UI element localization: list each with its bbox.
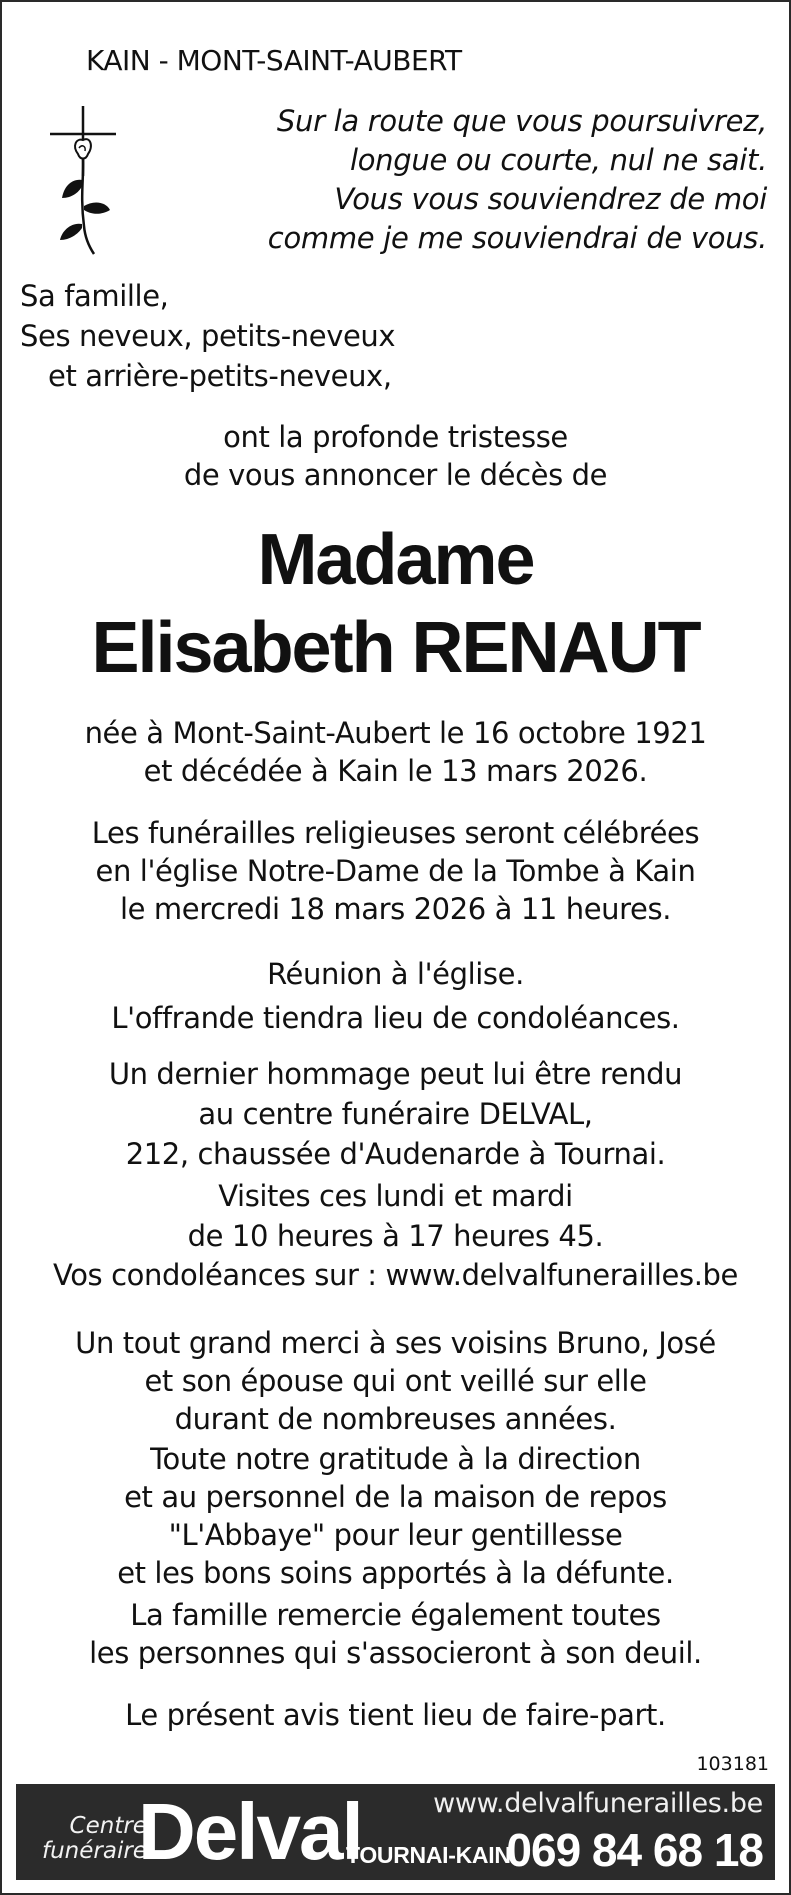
condolences-line: Vos condoléances sur : www.delvalfunerailles.be xyxy=(53,1258,738,1292)
announcement-intro xyxy=(2,418,789,494)
remerciement-line: les personnes qui s'associeront à son deuil. xyxy=(89,1636,702,1670)
funeral-home-banner xyxy=(16,1784,775,1880)
thanks-line: Un tout grand merci à ses voisins Bruno, José xyxy=(75,1326,716,1360)
family-line: Ses neveux, petits-neveux xyxy=(20,319,396,353)
poem-line: longue ou courte, nul ne sait. xyxy=(349,143,767,177)
family-line: et arrière-petits-neveux, xyxy=(48,359,392,393)
gratitude-line: et les bons soins apportés à la défunte. xyxy=(117,1556,674,1590)
thanks-line: durant de nombreuses années. xyxy=(174,1402,617,1436)
deceased-title: Madame xyxy=(257,520,534,600)
deceased-name xyxy=(2,516,789,692)
poem-line: Vous vous souviendrez de moi xyxy=(334,182,767,216)
poem-line: Sur la route que vous poursuivrez, xyxy=(276,104,767,138)
birth-line: et décédée à Kain le 13 mars 2026. xyxy=(143,754,648,788)
gratitude-line: Toute notre gratitude à la direction xyxy=(150,1442,641,1476)
cross-and-rose-icon xyxy=(50,106,116,256)
remerciement-line: La famille remercie également toutes xyxy=(130,1598,661,1632)
funeraire-line: funéraire xyxy=(42,1838,147,1864)
location-heading: KAIN - MONT-SAINT-AUBERT xyxy=(86,44,462,77)
tribute-line: au centre funéraire DELVAL, xyxy=(198,1097,593,1131)
gathering-line: L'offrande tiendra lieu de condoléances. xyxy=(111,1001,680,1035)
city-label: TOURNAI-KAIN xyxy=(346,1842,511,1868)
funeral-line: en l'église Notre-Dame de la Tombe à Kain xyxy=(95,854,696,888)
gathering-info xyxy=(2,952,789,1040)
intro-line: ont la profonde tristesse xyxy=(223,420,568,454)
funeral-details xyxy=(2,814,789,928)
phone-number[interactable]: 069 84 68 18 xyxy=(506,1824,763,1876)
family-thanks xyxy=(2,1596,789,1672)
birth-death-dates xyxy=(2,714,789,790)
brand-logo: Delval xyxy=(138,1787,362,1876)
funeral-line: Les funérailles religieuses seront célébrées xyxy=(91,816,700,850)
visiting-hours xyxy=(2,1176,789,1256)
deceased-fullname: Elisabeth RENAUT xyxy=(91,608,700,688)
intro-line: de vous annoncer le décès de xyxy=(183,458,608,492)
birth-line: née à Mont-Saint-Aubert le 16 octobre 1921 xyxy=(84,716,707,750)
visits-line: de 10 heures à 17 heures 45. xyxy=(187,1219,604,1253)
poem-line: comme je me souviendrai de vous. xyxy=(267,221,767,255)
tribute-line: 212, chaussée d'Audenarde à Tournai. xyxy=(125,1137,666,1171)
poem xyxy=(268,102,767,258)
tribute-info xyxy=(2,1054,789,1174)
closing-note: Le présent avis tient lieu de faire-part. xyxy=(125,1698,666,1732)
gratitude-line: et au personnel de la maison de repos xyxy=(124,1480,667,1514)
visits-line: Visites ces lundi et mardi xyxy=(218,1179,573,1213)
gathering-line: Réunion à l'église. xyxy=(267,957,524,991)
tribute-line: Un dernier hommage peut lui être rendu xyxy=(108,1057,683,1091)
thanks-neighbours xyxy=(2,1324,789,1438)
gratitude-care-home xyxy=(2,1440,789,1592)
centre-line: Centre xyxy=(69,1813,147,1839)
family-line: Sa famille, xyxy=(20,279,169,313)
gratitude-line: "L'Abbaye" pour leur gentillesse xyxy=(168,1518,623,1552)
centre-funeraire-label xyxy=(42,1814,147,1864)
funeral-line: le mercredi 18 mars 2026 à 11 heures. xyxy=(119,892,672,926)
thanks-line: et son épouse qui ont veillé sur elle xyxy=(144,1364,647,1398)
reference-number: 103181 xyxy=(696,1753,769,1775)
website-link[interactable]: www.delvalfunerailles.be xyxy=(433,1788,763,1819)
family-list xyxy=(20,276,395,396)
